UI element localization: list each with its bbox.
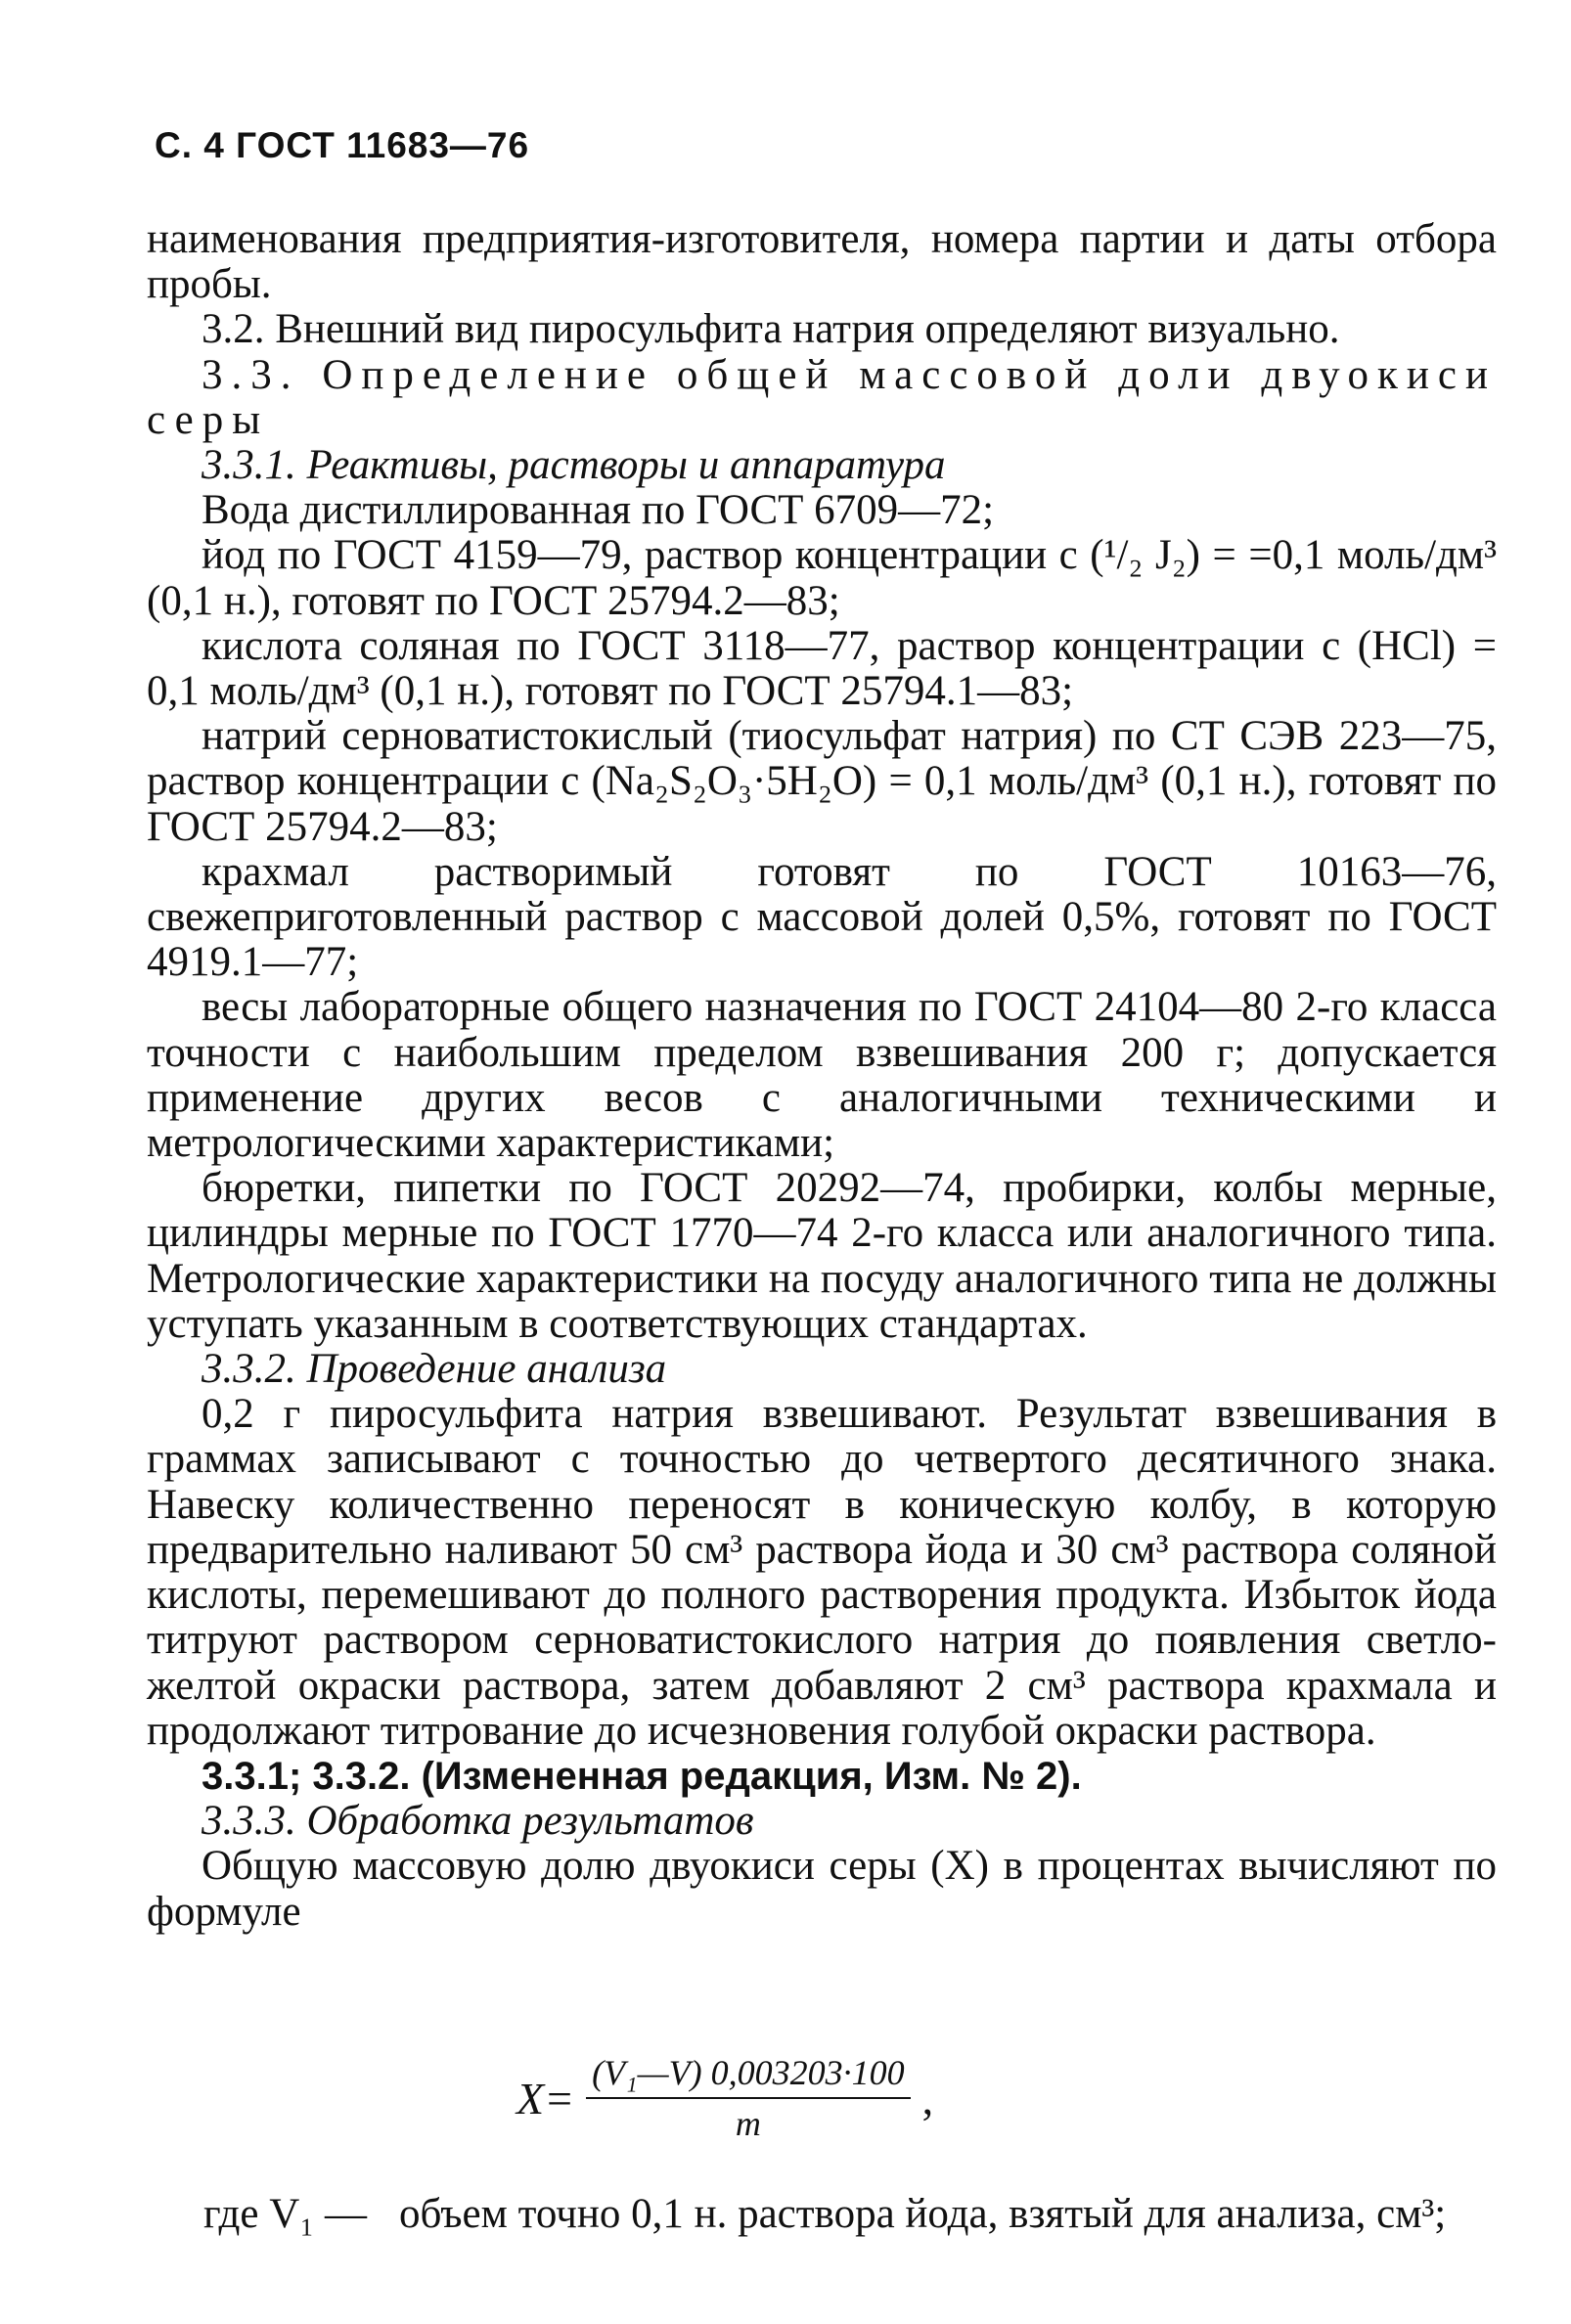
paragraph: 0,2 г пиросульфита натрия взвешивают. Результат взвешивания в граммах записывают с точностью до четвертого десятичного знака. Навеску количественно переносят в коническую колбу, в которую предварительно наливают 50 см³ раствора йода и 30 см³ раствора соляной кислоты, перемешивают до полного растворения продукта. Избыток йода титруют раствором серноватистокислого натрия до появления светло-желтой окраски раствора, затем добавляют 2 см³ раствора крахмала и продолжают титрование до исчезновения голубой окраски раствора. bbox=[147, 1391, 1497, 1754]
paragraph: весы лабораторные общего назначения по ГОСТ 24104—80 2-го класса точности с наибольшим пределом взвешивания 200 г; допускается применение других весов с аналогичными техническими и метрологическими характеристиками; bbox=[147, 984, 1497, 1167]
where-clause bbox=[203, 2191, 1497, 2238]
paragraph: кислота соляная по ГОСТ 3118—77, раствор концентрации c (HCl) = 0,1 моль/дм³ (0,1 н.), готовят по ГОСТ 25794.1—83; bbox=[147, 622, 1497, 715]
formula-trail: , bbox=[921, 2073, 934, 2123]
amendment-note: 3.3.1; 3.3.2. (Измененная редакция, Изм. № 2). bbox=[202, 1754, 1082, 1798]
paragraph: 3.2. Внешний вид пиросульфита натрия определяют визуально. bbox=[202, 306, 1340, 353]
paragraph: йод по ГОСТ 4159—79, раствор концентрации c (¹/₂ J₂) = =0,1 моль/дм³ (0,1 н.), готовят по ГОСТ 25794.2—83; bbox=[147, 532, 1497, 624]
formula bbox=[516, 2049, 933, 2147]
paragraph: бюретки, пипетки по ГОСТ 20292—74, пробирки, колбы мерные, цилиндры мерные по ГОСТ 1770—74 2-го класса или аналогичного типа. Метрологические характеристики на посуду аналогичного типа не должны уступать указанным в соответствующих стандартах. bbox=[147, 1165, 1497, 1347]
paragraph: Вода дистиллированная по ГОСТ 6709—72; bbox=[202, 487, 995, 534]
formula-denominator: m bbox=[735, 2104, 761, 2143]
formula-lhs: X= bbox=[516, 2073, 575, 2123]
where-label: где V₁ — bbox=[203, 2191, 368, 2237]
formula-fraction bbox=[586, 2052, 910, 2144]
paragraph: натрий серноватистокислый (тиосульфат натрия) по СТ СЭВ 223—75, раствор концентрации c (Na₂S₂O₃·5H₂O) = 0,1 моль/дм³ (0,1 н.), готовят по ГОСТ 25794.2—83; bbox=[147, 713, 1497, 850]
paragraph: крахмал растворимый готовят по ГОСТ 10163—76, свежеприготовленный раствор с массовой долей 0,5%, готовят по ГОСТ 4919.1—77; bbox=[147, 848, 1497, 986]
document-body bbox=[147, 217, 1497, 1935]
section-heading: 3.3. Определение общей массовой доли двуокиси серы bbox=[147, 351, 1497, 443]
subsection-heading: 3.3.2. Проведение анализа bbox=[202, 1346, 667, 1393]
formula-numerator: (V₁—V) 0,003203·100 bbox=[586, 2052, 910, 2099]
paragraph: наименования предприятия-изготовителя, номера партии и даты отбора пробы. bbox=[147, 216, 1497, 308]
where-text: объем точно 0,1 н. раствора йода, взятый для анализа, см³; bbox=[399, 2191, 1447, 2237]
paragraph: Общую массовую долю двуокиси серы (X) в процентах вычисляют по формуле bbox=[147, 1843, 1497, 1935]
subsection-heading: 3.3.3. Обработка результатов bbox=[202, 1798, 754, 1845]
page-header: С. 4 ГОСТ 11683—76 bbox=[155, 125, 530, 165]
subsection-heading: 3.3.1. Реактивы, растворы и аппаратура bbox=[202, 442, 946, 489]
